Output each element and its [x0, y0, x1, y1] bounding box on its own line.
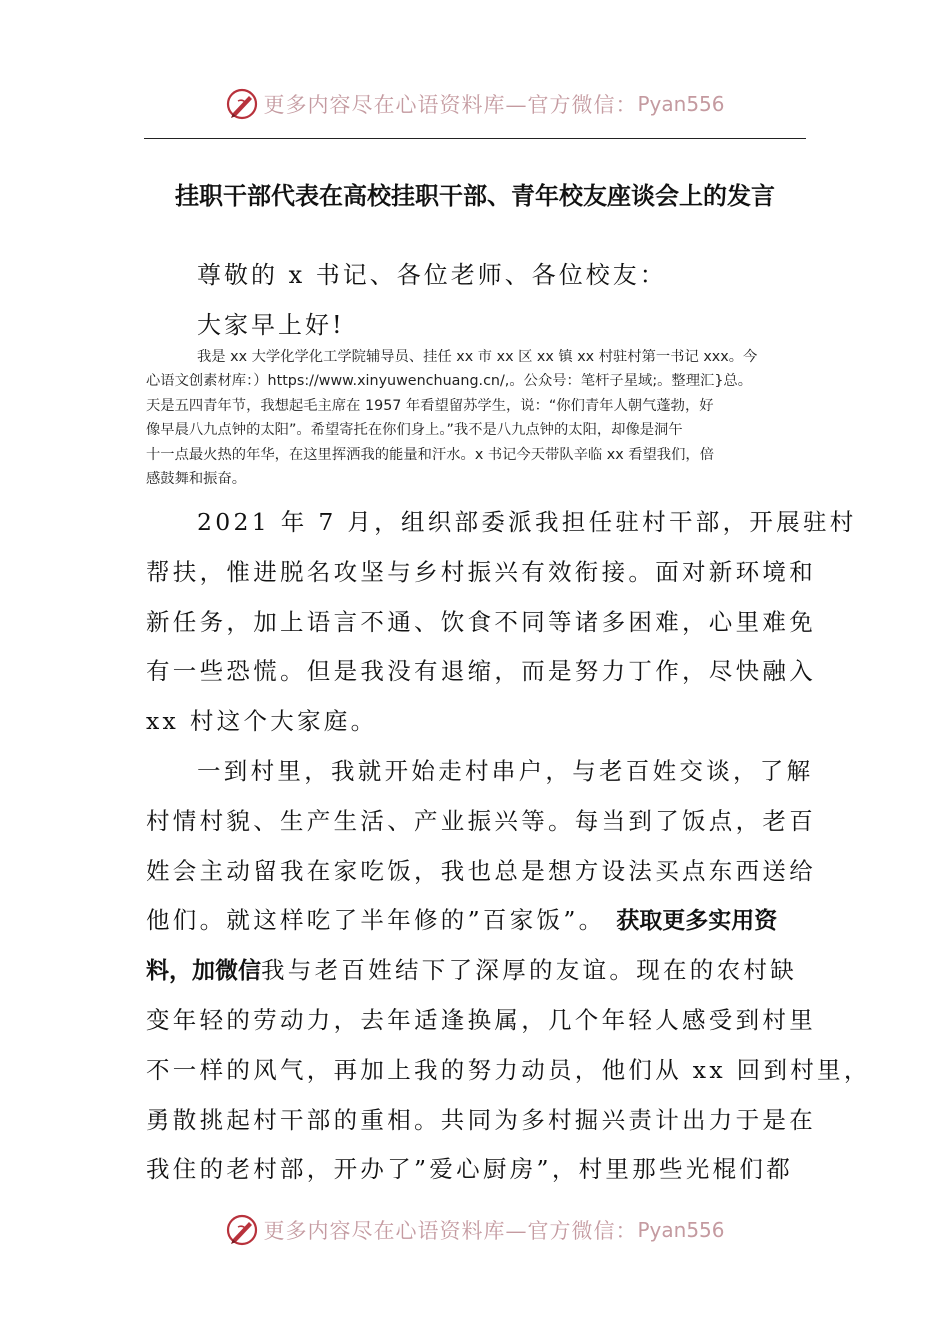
para2-line: 我住的老村部，开办了”爱心厨房”，村里那些光棍们都	[146, 1155, 794, 1184]
promo-text-part2: 料，加微信	[146, 958, 261, 985]
intro-line: 天是五四青年节，我想起毛主席在 1957 年看望留苏学生，说：“你们青年人朝气蓬勃，好	[146, 397, 714, 414]
para1-line: 2021 年 7 月，组织部委派我担任驻村干部，开展驻村	[197, 508, 857, 536]
pen-logo-icon	[225, 1213, 259, 1247]
page-title: 挂职干部代表在高校挂职干部、青年校友座谈会上的发言	[175, 182, 775, 210]
para1-line: 帮扶，惟进脱名攻坚与乡村振兴有效衔接。面对新环境和	[146, 557, 816, 586]
paragraph-2	[146, 747, 871, 1195]
para2-line: 勇散挑起村干部的重相。共同为多村掘兴责计出力于是在	[146, 1105, 816, 1134]
paragraph-1	[146, 498, 857, 747]
banner-text: 更多内容尽在心语资料库—官方微信：	[263, 93, 638, 117]
para2-line: 他们。就这样吃了半年修的”百家饭”。	[146, 906, 606, 935]
intro-line: 感鼓舞和振奋。	[146, 470, 247, 487]
wechat-id: Pyan556	[637, 1218, 725, 1242]
footer-banner	[0, 1210, 950, 1250]
para1-line: 有一些恐慌。但是我没有退缩，而是努力丁作，尽快融入	[146, 657, 816, 686]
para2-line-with-promo	[146, 896, 811, 946]
pen-logo-icon	[225, 87, 259, 121]
intro-line: 我是 xx 大学化学化工学院辅导员、挂任 xx 市 xx 区 xx 镇 xx 村驻村第一书记 xxx。今	[197, 349, 758, 365]
para2-line: 变年轻的劳动力，去年适逢换属，几个年轻人感受到村里	[146, 1005, 816, 1034]
para2-line: 不一样的风气，再加上我的努力动员，他们从 xx 回到村里，	[146, 1055, 871, 1084]
greeting: 大家早上好!	[197, 311, 345, 339]
intro-line: 像早晨八九点钟的太阳”。希望寄托在你们身上。”我不是八九点钟的太阳，却像是洞午	[146, 422, 683, 439]
para2-line: 一到村里，我就开始走村串户，与老百姓交谈，了解	[197, 757, 814, 785]
wechat-id: Pyan556	[637, 92, 725, 116]
para2-line: 姓会主动留我在家吃饭，我也总是想方设法买点东西送给	[146, 856, 816, 885]
para1-line: 新任务，加上语言不通、饮食不同等诸多困难，心里难免	[146, 607, 816, 636]
para2-line: 我与老百姓结下了深厚的友谊。现在的农村缺	[261, 956, 797, 985]
para2-line: 村情村貌、生产生活、产业振兴等。每当到了饭点，老百	[146, 806, 816, 835]
header-banner	[0, 84, 950, 124]
salutation: 尊敬的 x 书记、各位老师、各位校友：	[197, 261, 667, 289]
intro-line: 心语文创素材库：）https://www.xinyuwenchuang.cn/,。公众号：笔杆子星域;。整理汇}总。	[146, 373, 753, 390]
banner-text: 更多内容尽在心语资料库—官方微信：	[263, 1219, 638, 1243]
para2-line-with-promo	[146, 946, 811, 996]
intro-line: 十一点最火热的年华，在这里挥洒我的能量和汗水。x 书记今天带队辛临 xx 看望我们，倍	[146, 446, 714, 463]
para1-line: xx 村这个大家庭。	[146, 707, 378, 736]
intro-paragraph	[146, 345, 808, 491]
header-divider	[144, 138, 806, 139]
promo-text-part1: 获取更多实用资	[616, 908, 778, 935]
